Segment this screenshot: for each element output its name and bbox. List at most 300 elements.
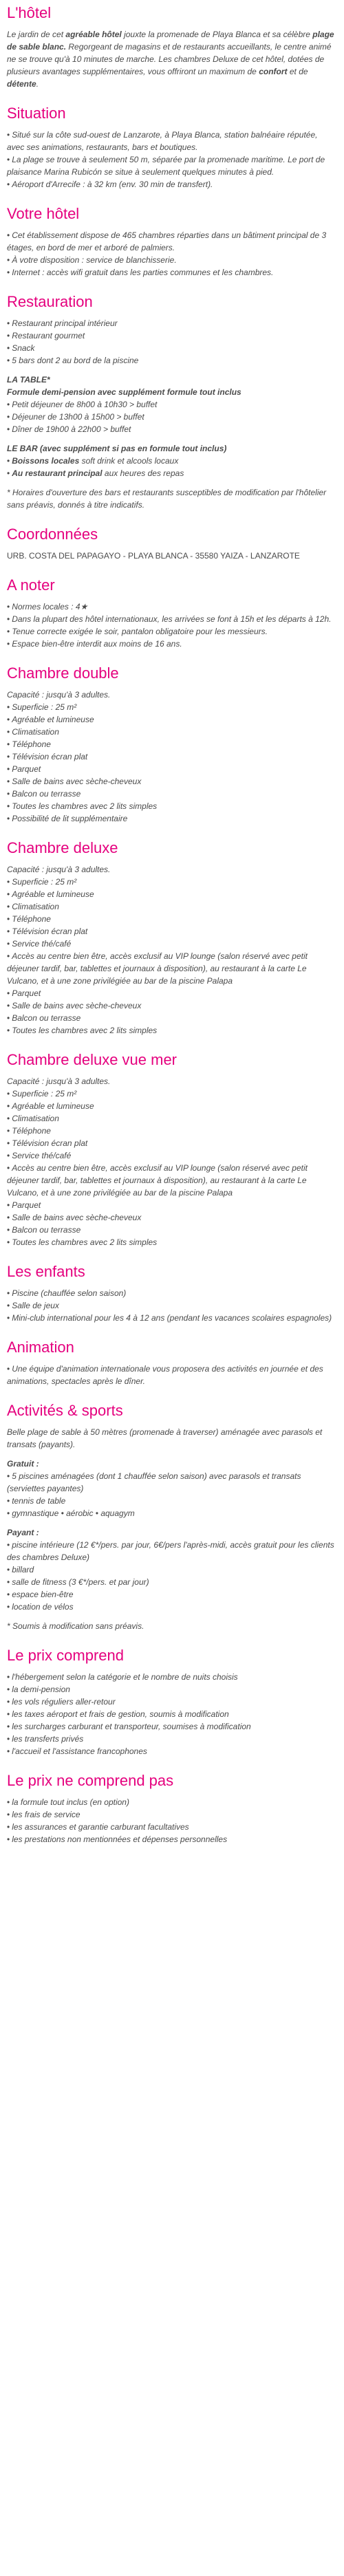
list-item <box>7 999 337 1012</box>
section-votre-hotel <box>7 204 337 279</box>
bullet-icon: • <box>7 614 10 624</box>
bullet-icon: • <box>7 1734 10 1744</box>
section-title-votre-hotel: Votre hôtel <box>7 205 80 222</box>
list-item-text: Parquet <box>12 988 41 998</box>
bullet-icon: • <box>7 1013 10 1023</box>
list-item <box>7 726 337 738</box>
hotel-intro-bold-1: agréable hôtel <box>65 30 122 39</box>
list-item <box>7 600 337 613</box>
list-item-text: Service thé/café <box>12 1151 72 1160</box>
list-item-text: les surcharges carburant et transporteur, soumises à modification <box>12 1722 251 1731</box>
half-board-heading-text: Formule demi-pension avec supplément formule tout inclus <box>7 387 241 397</box>
list-item-text: location de vélos <box>12 1602 74 1612</box>
section-title-coordonnees: Coordonnées <box>7 526 98 543</box>
list-item-text: La plage se trouve à seulement 50 m, séparée par la promenade maritime. Le port de plaisance Marina Rubicón se situe à seulement quelques minutes à pied. <box>7 155 325 177</box>
list-item-text: Téléphone <box>12 739 51 749</box>
list-item-text: Balcon ou terrasse <box>12 1225 81 1235</box>
bullet-icon: • <box>7 1590 10 1599</box>
bullet-icon: • <box>7 1722 10 1731</box>
list-item-text: espace bien-être <box>12 1590 74 1599</box>
le-bar-block <box>7 442 337 479</box>
list-item <box>7 354 337 367</box>
list-item-text: Climatisation <box>12 727 59 737</box>
bullet-icon: • <box>7 789 10 799</box>
list-item <box>7 888 337 900</box>
list-item <box>7 1539 337 1563</box>
list-item <box>7 398 337 411</box>
room-capacity-text: Capacité : jusqu'à 3 adultes. <box>7 865 111 874</box>
la-table-heading <box>7 374 337 386</box>
enfants-list <box>7 1287 337 1324</box>
activites-note <box>7 1620 337 1632</box>
list-item <box>7 1149 337 1162</box>
list-item-bold: Boissons locales <box>12 456 80 466</box>
section-chambre-deluxe <box>7 838 337 1037</box>
list-item <box>7 1012 337 1024</box>
bullet-icon: • <box>7 1114 10 1123</box>
list-item <box>7 467 337 479</box>
list-item <box>7 1112 337 1125</box>
bullet-icon: • <box>7 777 10 786</box>
la-table-heading-text: LA TABLE* <box>7 375 50 385</box>
list-item-text: Agréable et lumineuse <box>12 1101 94 1111</box>
bullet-icon: • <box>7 255 10 265</box>
list-item <box>7 411 337 423</box>
list-item-text: Téléphone <box>12 1126 51 1136</box>
list-item <box>7 1470 337 1495</box>
hotel-intro-text-5: . <box>36 79 39 89</box>
bullet-icon: • <box>7 1126 10 1136</box>
list-item <box>7 1683 337 1696</box>
list-item <box>7 613 337 625</box>
la-table-block <box>7 374 337 435</box>
chambre-deluxe-mer-list <box>7 1075 337 1248</box>
list-item <box>7 900 337 913</box>
list-item-text: Piscine (chauffée selon saison) <box>12 1288 127 1298</box>
bullet-icon: • <box>7 902 10 911</box>
bullet-icon: • <box>7 877 10 887</box>
list-item <box>7 1236 337 1248</box>
bullet-icon: • <box>7 602 10 611</box>
bullet-icon: • <box>7 1138 10 1148</box>
bullet-icon: • <box>7 639 10 649</box>
list-item <box>7 1796 337 1808</box>
activites-intro <box>7 1426 337 1451</box>
chambre-deluxe-list <box>7 863 337 1037</box>
bullet-icon: • <box>7 1834 10 1844</box>
bullet-icon: • <box>7 752 10 761</box>
list-item-text: aux heures des repas <box>102 468 184 478</box>
list-item-text: la formule tout inclus (en option) <box>12 1797 129 1807</box>
list-item <box>7 1588 337 1601</box>
bullet-icon: • <box>7 1746 10 1756</box>
list-item <box>7 266 337 279</box>
list-item <box>7 317 337 329</box>
section-coordonnees <box>7 525 337 562</box>
list-item-text: Agréable et lumineuse <box>12 889 94 899</box>
list-item-text: Petit déjeuner de 8h00 à 10h30 > buffet <box>12 400 158 409</box>
section-title-chambre-double: Chambre double <box>7 664 119 682</box>
hotel-intro-bold-4: détente <box>7 79 36 89</box>
bullet-icon: • <box>7 1200 10 1210</box>
list-item <box>7 950 337 987</box>
section-chambre-double <box>7 664 337 825</box>
bullet-icon: • <box>7 1540 10 1550</box>
section-restauration <box>7 292 337 511</box>
bullet-icon: • <box>7 1697 10 1707</box>
bullet-icon: • <box>7 400 10 409</box>
bullet-icon: • <box>7 739 10 749</box>
list-item-text: Salle de bains avec sèche-cheveux <box>12 1001 142 1010</box>
list-item <box>7 750 337 763</box>
room-capacity-text: Capacité : jusqu'à 3 adultes. <box>7 690 111 700</box>
hotel-intro-text-4: et de <box>287 67 308 76</box>
bullet-icon: • <box>7 412 10 422</box>
section-title-chambre-deluxe: Chambre deluxe <box>7 839 118 856</box>
list-item <box>7 1808 337 1821</box>
gratuit-heading-text: Gratuit : <box>7 1459 39 1469</box>
section-activites <box>7 1401 337 1632</box>
list-item <box>7 1696 337 1708</box>
list-item-text: Service thé/café <box>12 939 72 949</box>
list-item-text: Normes locales : 4★ <box>12 602 88 611</box>
bullet-icon: • <box>7 1163 10 1173</box>
hotel-intro-text-1: Le jardin de cet <box>7 30 66 39</box>
list-item-text: l'hébergement selon la catégorie et le nombre de nuits choisis <box>12 1672 238 1682</box>
bullet-icon: • <box>7 424 10 434</box>
list-item-text: Climatisation <box>12 1114 59 1123</box>
list-item-text: billard <box>12 1565 34 1574</box>
section-prix-ne-comprend-pas <box>7 1771 337 1846</box>
list-item <box>7 1495 337 1507</box>
list-item-text: Espace bien-être interdit aux moins de 16 ans. <box>12 639 182 649</box>
bullet-icon: • <box>7 889 10 899</box>
list-item-text: Tenue correcte exigée le soir, pantalon obligatoire pour les messieurs. <box>12 627 268 636</box>
list-item <box>7 423 337 435</box>
list-item-text: Accès au centre bien être, accès exclusif au VIP lounge (salon réservé avec petit déjeuner tardif, bar, tablettes et journaux à disposition), au restaurant à la carte Le Vulcano, et à une zone privilégiée au bar de la piscine Palapa <box>7 1163 308 1198</box>
list-item-text: Télévision écran plat <box>12 927 88 936</box>
bullet-icon: • <box>7 727 10 737</box>
section-animation <box>7 1338 337 1387</box>
activites-intro-text: Belle plage de sable à 50 mètres (promenade à traverser) aménagée avec parasols et transats (payants). <box>7 1427 323 1449</box>
list-item <box>7 1199 337 1211</box>
bullet-icon: • <box>7 1225 10 1235</box>
room-capacity <box>7 863 337 876</box>
list-item-text: l'accueil et l'assistance francophones <box>12 1746 147 1756</box>
list-item <box>7 342 337 354</box>
bullet-icon: • <box>7 1089 10 1098</box>
list-item <box>7 713 337 726</box>
list-item-text: Toutes les chambres avec 2 lits simples <box>12 801 158 811</box>
list-item-text: Agréable et lumineuse <box>12 715 94 724</box>
section-chambre-deluxe-vue-mer <box>7 1050 337 1248</box>
list-item <box>7 1224 337 1236</box>
votre-hotel-list <box>7 229 337 279</box>
list-item-text: Restaurant gourmet <box>12 331 85 340</box>
hotel-address: URB. COSTA DEL PAPAGAYO - PLAYA BLANCA - 35580 YAIZA - LANZAROTE <box>7 551 300 561</box>
list-item <box>7 329 337 342</box>
bullet-icon: • <box>7 1508 10 1518</box>
bullet-icon: • <box>7 130 10 140</box>
list-item <box>7 229 337 254</box>
list-item-text: Internet : accès wifi gratuit dans les parties communes et les chambres. <box>12 268 274 277</box>
section-a-noter <box>7 576 337 650</box>
list-item <box>7 254 337 266</box>
bullet-icon: • <box>7 318 10 328</box>
section-title-chambre-deluxe-vue-mer: Chambre deluxe vue mer <box>7 1051 178 1068</box>
bullet-icon: • <box>7 356 10 365</box>
list-item <box>7 913 337 925</box>
activites-note-text: * Soumis à modification sans préavis. <box>7 1621 144 1631</box>
bullet-icon: • <box>7 468 10 478</box>
bullet-icon: • <box>7 1565 10 1574</box>
bullet-icon: • <box>7 764 10 774</box>
animation-list <box>7 1363 337 1387</box>
bullet-icon: • <box>7 1213 10 1222</box>
list-item-text: Parquet <box>12 764 41 774</box>
restauration-list <box>7 317 337 367</box>
bullet-icon: • <box>7 715 10 724</box>
list-item <box>7 1299 337 1312</box>
list-item-text: tennis de table <box>12 1496 66 1506</box>
bullet-icon: • <box>7 988 10 998</box>
hotel-intro-bold-3: confort <box>259 67 288 76</box>
list-item-text: Télévision écran plat <box>12 1138 88 1148</box>
list-item-text: les frais de service <box>12 1810 80 1819</box>
room-capacity <box>7 1075 337 1087</box>
section-title-prix-ne-comprend-pas: Le prix ne comprend pas <box>7 1772 174 1789</box>
list-item-text: Climatisation <box>12 902 59 911</box>
list-item-text: Aéroport d'Arrecife : à 32 km (env. 30 min de transfert). <box>12 180 213 189</box>
list-item <box>7 1563 337 1576</box>
section-hotel <box>7 3 337 90</box>
list-item-text: Toutes les chambres avec 2 lits simples <box>12 1237 158 1247</box>
list-item-text: soft drink et alcools locaux <box>79 456 179 466</box>
room-capacity-text: Capacité : jusqu'à 3 adultes. <box>7 1076 111 1086</box>
section-title-prix-comprend: Le prix comprend <box>7 1647 124 1664</box>
bullet-icon: • <box>7 1797 10 1807</box>
list-item-text: Toutes les chambres avec 2 lits simples <box>12 1026 158 1035</box>
bullet-icon: • <box>7 1822 10 1832</box>
list-item <box>7 701 337 713</box>
payant-heading <box>7 1526 337 1539</box>
list-item-text: À votre disposition : service de blanchisserie. <box>12 255 177 265</box>
bullet-icon: • <box>7 1471 10 1481</box>
bullet-icon: • <box>7 1313 10 1323</box>
list-item-text: Dans la plupart des hôtel internationaux, les arrivées se font à 15h et les départs à 12h. <box>12 614 332 624</box>
list-item-text: Superficie : 25 m² <box>12 1089 77 1098</box>
list-item <box>7 455 337 467</box>
list-item <box>7 625 337 638</box>
bullet-icon: • <box>7 343 10 353</box>
list-item <box>7 1733 337 1745</box>
payant-block <box>7 1526 337 1613</box>
list-item <box>7 1287 337 1299</box>
list-item-text: Salle de bains avec sèche-cheveux <box>12 1213 142 1222</box>
list-item <box>7 938 337 950</box>
bullet-icon: • <box>7 927 10 936</box>
le-bar-heading <box>7 442 337 455</box>
hotel-intro <box>7 28 337 90</box>
list-item-text: les prestations non mentionnées et dépenses personnelles <box>12 1834 228 1844</box>
section-enfants <box>7 1262 337 1324</box>
section-situation <box>7 104 337 191</box>
bullet-icon: • <box>7 702 10 712</box>
list-item-text: 5 piscines aménagées (dont 1 chauffée selon saison) avec parasols et transats (serviettes payantes) <box>7 1471 301 1493</box>
list-item <box>7 1671 337 1683</box>
prix-comprend-list <box>7 1671 337 1757</box>
section-title-animation: Animation <box>7 1339 74 1356</box>
bullet-icon: • <box>7 1602 10 1612</box>
list-item-text: Snack <box>12 343 35 353</box>
list-item <box>7 1720 337 1733</box>
le-bar-heading-text: LE BAR (avec supplément si pas en formule tout inclus) <box>7 444 227 453</box>
bullet-icon: • <box>7 1288 10 1298</box>
list-item-text: Télévision écran plat <box>12 752 88 761</box>
list-item <box>7 1312 337 1324</box>
chambre-double-list <box>7 689 337 825</box>
list-item-text: Restaurant principal intérieur <box>12 318 118 328</box>
bullet-icon: • <box>7 627 10 636</box>
list-item <box>7 800 337 812</box>
list-item <box>7 738 337 750</box>
bullet-icon: • <box>7 914 10 924</box>
list-item-text: Salle de jeux <box>12 1301 59 1310</box>
bullet-icon: • <box>7 1810 10 1819</box>
payant-heading-text: Payant : <box>7 1528 39 1537</box>
list-item-text: les transferts privés <box>12 1734 84 1744</box>
bullet-icon: • <box>7 801 10 811</box>
list-item <box>7 1601 337 1613</box>
bullet-icon: • <box>7 814 10 823</box>
list-item-text: gymnastique • aérobic • aquagym <box>12 1508 135 1518</box>
bullet-icon: • <box>7 1237 10 1247</box>
situation-list <box>7 129 337 191</box>
bullet-icon: • <box>7 1709 10 1719</box>
list-item-text: Salle de bains avec sèche-cheveux <box>12 777 142 786</box>
section-title-situation: Situation <box>7 105 66 122</box>
list-item <box>7 129 337 153</box>
list-item-text: Téléphone <box>12 914 51 924</box>
bullet-icon: • <box>7 939 10 949</box>
list-item-text: Mini-club international pour les 4 à 12 ans (pendant les vacances scolaires espagnoles) <box>12 1313 332 1323</box>
bullet-icon: • <box>7 1301 10 1310</box>
gratuit-block <box>7 1458 337 1519</box>
hotel-intro-text-2: jouxte la promenade de Playa Blanca et sa célèbre <box>121 30 313 39</box>
list-item-text: Une équipe d'animation internationale vous proposera des activités en journée et des animations, spectacles après le dîner. <box>7 1364 323 1386</box>
list-item <box>7 638 337 650</box>
prix-ne-comprend-list <box>7 1796 337 1846</box>
list-item-text: salle de fitness (3 €*/pers. et par jour) <box>12 1577 149 1587</box>
list-item <box>7 1576 337 1588</box>
list-item <box>7 1137 337 1149</box>
list-item <box>7 1745 337 1757</box>
bullet-icon: • <box>7 1026 10 1035</box>
list-item-text: Déjeuner de 13h00 à 15h00 > buffet <box>12 412 144 422</box>
section-title-enfants: Les enfants <box>7 1263 85 1280</box>
list-item <box>7 876 337 888</box>
section-prix-comprend <box>7 1646 337 1757</box>
list-item-text: la demi-pension <box>12 1685 70 1694</box>
list-item <box>7 1821 337 1833</box>
list-item-text: Dîner de 19h00 à 22h00 > buffet <box>12 424 131 434</box>
list-item-text: Possibilité de lit supplémentaire <box>12 814 128 823</box>
a-noter-list <box>7 600 337 650</box>
list-item-text: 5 bars dont 2 au bord de la piscine <box>12 356 139 365</box>
room-capacity <box>7 689 337 701</box>
bullet-icon: • <box>7 1364 10 1374</box>
bullet-icon: • <box>7 180 10 189</box>
bullet-icon: • <box>7 1101 10 1111</box>
list-item <box>7 1087 337 1100</box>
section-title-activites: Activités & sports <box>7 1402 123 1419</box>
list-item <box>7 812 337 825</box>
list-item-text: Balcon ou terrasse <box>12 1013 81 1023</box>
restauration-note-text: * Horaires d'ouverture des bars et restaurants susceptibles de modification par l'hôtelier sans préavis, donnés à titre indicatifs. <box>7 488 327 510</box>
bullet-icon: • <box>7 1151 10 1160</box>
list-item <box>7 1833 337 1846</box>
list-item <box>7 1125 337 1137</box>
list-item <box>7 925 337 938</box>
list-item <box>7 1162 337 1199</box>
list-item <box>7 153 337 178</box>
hotel-intro-text-3: Regorgeant de magasins et de restaurants accueillants, le centre animé ne se trouve qu'à 10 minutes de marche. Les chambres Deluxe de cet hôtel, dotées de plusieurs avantages supplémentaires, vous offriront un maximum de <box>7 42 332 76</box>
list-item <box>7 788 337 800</box>
list-item-text: les taxes aéroport et frais de gestion, soumis à modification <box>12 1709 229 1719</box>
list-item <box>7 1507 337 1519</box>
bullet-icon: • <box>7 331 10 340</box>
bullet-icon: • <box>7 268 10 277</box>
list-item-text: Accès au centre bien être, accès exclusif au VIP lounge (salon réservé avec petit déjeuner tardif, bar, tablettes et journaux à disposition), au restaurant à la carte Le Vulcano, et à une zone privilégiée au bar de la piscine Palapa <box>7 951 308 986</box>
list-item-bold: Au restaurant principal <box>12 468 103 478</box>
list-item <box>7 1024 337 1037</box>
bullet-icon: • <box>7 456 10 466</box>
list-item-text: les vols réguliers aller-retour <box>12 1697 116 1707</box>
bullet-icon: • <box>7 951 10 961</box>
list-item <box>7 763 337 775</box>
bullet-icon: • <box>7 155 10 164</box>
bullet-icon: • <box>7 1496 10 1506</box>
list-item-text: Balcon ou terrasse <box>12 789 81 799</box>
list-item-text: les assurances et garantie carburant facultatives <box>12 1822 189 1832</box>
section-title-a-noter: A noter <box>7 576 55 594</box>
hotel-intro-bold-2: plage de sable blanc. <box>7 30 334 52</box>
section-title-restauration: Restauration <box>7 293 93 310</box>
list-item <box>7 178 337 191</box>
list-item <box>7 1363 337 1387</box>
list-item-text: Superficie : 25 m² <box>12 702 77 712</box>
half-board-heading <box>7 386 337 398</box>
restauration-note <box>7 486 337 511</box>
gratuit-heading <box>7 1458 337 1470</box>
list-item-text: piscine intérieure (12 €*/pers. par jour, 6€/pers l'après-midi, accès gratuit pour les clients des chambres Deluxe) <box>7 1540 334 1562</box>
list-item <box>7 1100 337 1112</box>
bullet-icon: • <box>7 1672 10 1682</box>
bullet-icon: • <box>7 1577 10 1587</box>
list-item <box>7 987 337 999</box>
bullet-icon: • <box>7 1001 10 1010</box>
list-item <box>7 775 337 788</box>
list-item-text: Superficie : 25 m² <box>12 877 77 887</box>
bullet-icon: • <box>7 230 10 240</box>
list-item-text: Parquet <box>12 1200 41 1210</box>
bullet-icon: • <box>7 1685 10 1694</box>
list-item-text: Cet établissement dispose de 465 chambres réparties dans un bâtiment principal de 3 étages, en bord de mer et arboré de palmiers. <box>7 230 327 252</box>
list-item <box>7 1211 337 1224</box>
list-item-text: Situé sur la côte sud-ouest de Lanzarote, à Playa Blanca, station balnéaire réputée, avec ses animations, restaurants, bars et boutiques. <box>7 130 318 152</box>
list-item <box>7 1708 337 1720</box>
section-title-hotel: L'hôtel <box>7 4 52 21</box>
